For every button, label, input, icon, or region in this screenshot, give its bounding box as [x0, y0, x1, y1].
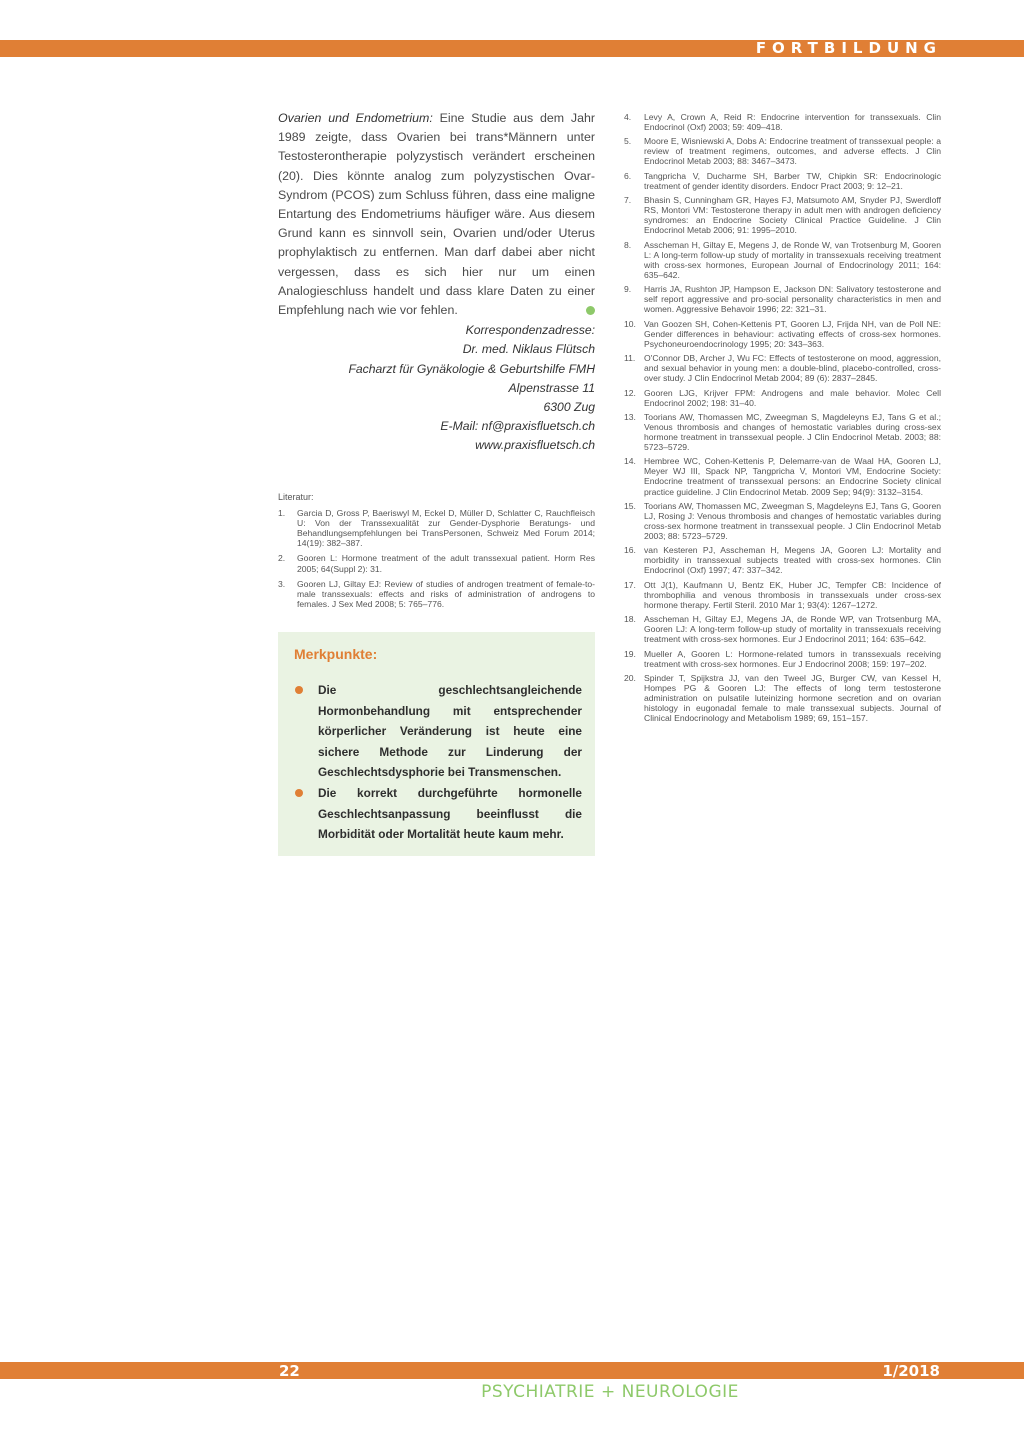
- reference-number: 5.: [624, 136, 632, 147]
- reference-text: Van Goozen SH, Cohen-Kettenis PT, Gooren LJ, Frijda NH, van de Poll NE: Gender differences in behaviour: activating effects of cross-sex hormones. Psychoneuroendocrinology 1995; 20: 343–363.: [644, 318, 941, 349]
- contact-web[interactable]: www.praxisfluetsch.ch: [475, 438, 595, 453]
- reference-number: 16.: [624, 545, 636, 556]
- reference-item: [624, 171, 941, 191]
- contact-title: Facharzt für Gynäkologie & Geburtshilfe FMH: [348, 361, 595, 376]
- reference-text: Toorians AW, Thomassen MC, Zweegman S, Magdeleyns EJ, Tans G, Gooren LJ, Rosing J: Venous thrombosis and changes of hemostatic variables during cross-sex hormone treatment in transsexual people. J Clin Endocrinol Metab 2003; 88: 5723–5729.: [644, 500, 941, 541]
- reference-item: [624, 456, 941, 496]
- reference-item: [624, 649, 941, 669]
- reference-text: Levy A, Crown A, Reid R: Endocrine intervention for transsexuals. Clin Endocrinol (Oxf) 2003; 59: 409–418.: [644, 112, 941, 133]
- intro-lead: Ovarien und Endometrium:: [278, 111, 433, 125]
- merkpunkte-item: [294, 783, 582, 845]
- reference-number: 15.: [624, 500, 636, 511]
- reference-number: 2.: [278, 553, 286, 564]
- header-bar: [0, 40, 1024, 57]
- contact-street: Alpenstrasse 11: [508, 380, 595, 395]
- reference-item: [624, 136, 941, 166]
- merkpunkte-title: Merkpunkte:: [294, 646, 378, 662]
- reference-text: Toorians AW, Thomassen MC, Zweegman S, Magdeleyns EJ, Tans G et al.; Venous thrombosis and changes of hemostatic variables during cross-sex hormone treatment in transsexual people. J Clin Endocrinol Metab. 2003; 88: 5723–5729.: [644, 411, 941, 453]
- reference-number: 18.: [624, 614, 636, 625]
- bullet-icon: [295, 789, 303, 797]
- references-left: [278, 508, 595, 610]
- reference-item: [278, 579, 595, 610]
- reference-text: Ott J(1), Kaufmann U, Bentz EK, Huber JC, Tempfer CB: Incidence of thrombophilia and venous thrombosis in transsexuals under cross-sex hormone therapy. Fertil Steril. 2010 Mar 1; 93(4): 1267–1272.: [644, 579, 941, 610]
- reference-text: Asscheman H, Giltay EJ, Megens JA, de Ronde WP, van Trotsenburg MA, Gooren LJ: A long-term follow-up study of mortality in transsexuals receiving treatment with cross-sex hormones. Eur J Endocrinol 2011; 164: 635–642.: [644, 614, 941, 645]
- reference-number: 8.: [624, 239, 632, 250]
- reference-text: Harris JA, Rushton JP, Hampson E, Jackson DN: Salivatory testosterone and self report aggressive and pro-social personality characteristics in men and women. Aggressive Behavoir 1996; 22: 321–31.: [644, 284, 941, 315]
- reference-number: 20.: [624, 673, 636, 684]
- reference-number: 1.: [278, 507, 286, 518]
- references-right: [624, 112, 941, 723]
- merkpunkte-text: Die korrekt durchgeführte hormonelle Geschlechtsanpassung beeinflusst die Morbidität oder Mortalität heute kaum mehr.: [318, 785, 582, 842]
- right-column: [624, 112, 941, 728]
- reference-number: 11.: [624, 353, 636, 364]
- reference-number: 3.: [278, 578, 286, 589]
- reference-text: O'Connor DB, Archer J, Wu FC: Effects of testosterone on mood, aggression, and sexual behavior in young men: a double-blind, placebo-controlled, cross-over study. J Clin Endocrinol Metab 2004; 89 (6): 2837–2845.: [644, 353, 941, 384]
- reference-text: Bhasin S, Cunningham GR, Hayes FJ, Matsumoto AM, Snyder PJ, Swerdloff RS, Montori VM: Testosterone therapy in adult men with androgen deficiency syndromes: an Endocrine Society Clinical Practice Guideline. J Clin Endocrinol Metab 2006; 91: 1995–2010.: [644, 195, 941, 236]
- reference-number: 17.: [624, 579, 636, 590]
- reference-number: 14.: [624, 456, 636, 467]
- reference-item: [624, 195, 941, 235]
- reference-item: [278, 553, 595, 573]
- reference-item: [624, 501, 941, 541]
- reference-item: [624, 412, 941, 452]
- reference-text: van Kesteren PJ, Asscheman H, Megens JA, Gooren LJ: Mortality and morbidity in transsexual subjects treated with cross-sex hormones. Clin Endocrinol (Oxf) 1997; 47: 337–342.: [644, 545, 941, 576]
- intro-paragraph: [278, 109, 595, 320]
- reference-text: Spinder T, Spijkstra JJ, van den Tweel JG, Burger CW, van Kessel H, Hompes PG & Gooren LJ: The effects of long term testosterone administration on pulsatile luteinizing hormone secretion and on ovarian histology in eugonadal female to male transsexual subjects. Journal of Clinical Endocrinology and Metabolism 1989; 69, 151–157.: [644, 673, 941, 724]
- reference-text: Gooren L: Hormone treatment of the adult transsexual patient. Horm Res 2005; 64(Suppl 2): 31.: [297, 553, 595, 574]
- reference-item: [624, 614, 941, 644]
- reference-item: [624, 284, 941, 314]
- reference-item: [624, 545, 941, 575]
- literature-title: Literatur:: [278, 491, 314, 502]
- contact-city: 6300 Zug: [543, 400, 595, 415]
- reference-number: 19.: [624, 648, 636, 659]
- page-number: 22: [279, 1362, 300, 1380]
- reference-text: Gooren LJG, Krijver FPM: Androgens and male behavior. Molec Cell Endocrinol 2002; 198: 31–40.: [644, 387, 941, 408]
- merkpunkte-text: Die geschlechtsangleichende Hormonbehandlung mit entsprechender körperlicher Veränderung ist heute eine sichere Methode zur Linderung der Geschlechtsdysphorie bei Transmenschen.: [318, 683, 582, 780]
- contact-email[interactable]: E-Mail: nf@praxisfluetsch.ch: [440, 419, 595, 434]
- reference-item: [624, 353, 941, 383]
- merkpunkte-item: [294, 680, 582, 783]
- intro-text: Eine Studie aus dem Jahr 1989 zeigte, dass Ovarien bei trans*Männern unter Testosterontherapie polyzystisch verändert erscheinen (20). Dies könnte analog zum polyzystischen Ovar-Syndrom (PCOS) zum Schluss führen, dass eine maligne Entartung des Endometriums häufiger wäre. Aus diesem Grund kann es sinnvoll sein, Ovarien und/oder Uterus prophylaktisch zu entfernen. Man darf dabei aber nicht vergessen, dass es sich hier nur um einen Analogieschluss handelt und dass klare Daten zu einer Empfehlung nach wie vor fehlen.: [278, 111, 595, 318]
- issue-number: 1/2018: [882, 1362, 940, 1380]
- contact-name: Dr. med. Niklaus Flütsch: [462, 342, 595, 357]
- section-title: FORTBILDUNG: [755, 39, 942, 57]
- contact-label: Korrespondenzadresse:: [465, 323, 595, 338]
- reference-item: [624, 240, 941, 280]
- reference-item: [278, 508, 595, 549]
- merkpunkte-box: [278, 632, 595, 856]
- journal-title: PSYCHIATRIE + NEUROLOGIE: [481, 1382, 739, 1402]
- contact-block: [278, 321, 595, 455]
- footer-bar: [0, 1362, 1024, 1379]
- bullet-icon: [295, 686, 303, 694]
- reference-item: [624, 112, 941, 132]
- reference-item: [624, 580, 941, 610]
- reference-item: [624, 388, 941, 408]
- reference-text: Hembree WC, Cohen-Kettenis P, Delemarre-van de Waal HA, Gooren LJ, Meyer WJ III, Spack NP, Tangpricha V, Montori VM, Endocrine Society: Endocrine treatment of transsexual persons: an Endocrine Society clinical practice guideline. J Clin Endocrinol Metab. 2009 Sep; 94(9): 3132–3154.: [644, 456, 941, 497]
- end-mark-dot: [586, 306, 595, 315]
- reference-text: Moore E, Wisniewski A, Dobs A: Endocrine treatment of transsexual people: a review of treatment regimens, outcomes, and adverse effects. J Clin Endocrinol Metab 2003; 88: 3467–3473.: [644, 136, 941, 167]
- reference-number: 10.: [624, 318, 636, 329]
- reference-text: Gooren LJ, Giltay EJ: Review of studies of androgen treatment of female-to-male transsexuals: effects and risks of administration of androgens to females. J Sex Med 2008; 5: 765–776.: [297, 578, 595, 610]
- reference-number: 6.: [624, 170, 632, 181]
- reference-number: 4.: [624, 112, 632, 122]
- reference-item: [624, 319, 941, 349]
- merkpunkte-list: [294, 680, 582, 845]
- reference-text: Garcia D, Gross P, Baeriswyl M, Eckel D, Müller D, Schlatter C, Rauchfleisch U: Von der Transsexualität zur Gender-Dysphorie Beratungs- und Behandlungsempfehlungen bei TransPersonen, Schweiz Med Forum 2014; 14(19): 382–387.: [297, 507, 595, 549]
- reference-text: Tangpricha V, Ducharme SH, Barber TW, Chipkin SR: Endocrinologic treatment of gender identity disorders. Endocr Pract 2003; 9: 12–21.: [644, 170, 941, 191]
- reference-number: 13.: [624, 411, 636, 422]
- reference-number: 12.: [624, 387, 636, 398]
- reference-text: Asscheman H, Giltay E, Megens J, de Ronde W, van Trotsenburg M, Gooren L: A long-term follow-up study of mortality in transsexuals receiving treatment with cross-sex hormones, European Journal of Endocrinology 2011; 164: 635–642.: [644, 239, 941, 280]
- reference-item: [624, 673, 941, 723]
- reference-text: Mueller A, Gooren L: Hormone-related tumors in transsexuals receiving treatment with cross-sex hormones. Eur J Endocrinol 2008; 159: 197–202.: [644, 648, 941, 669]
- left-column: [278, 109, 595, 614]
- reference-number: 7.: [624, 195, 632, 206]
- reference-number: 9.: [624, 284, 632, 295]
